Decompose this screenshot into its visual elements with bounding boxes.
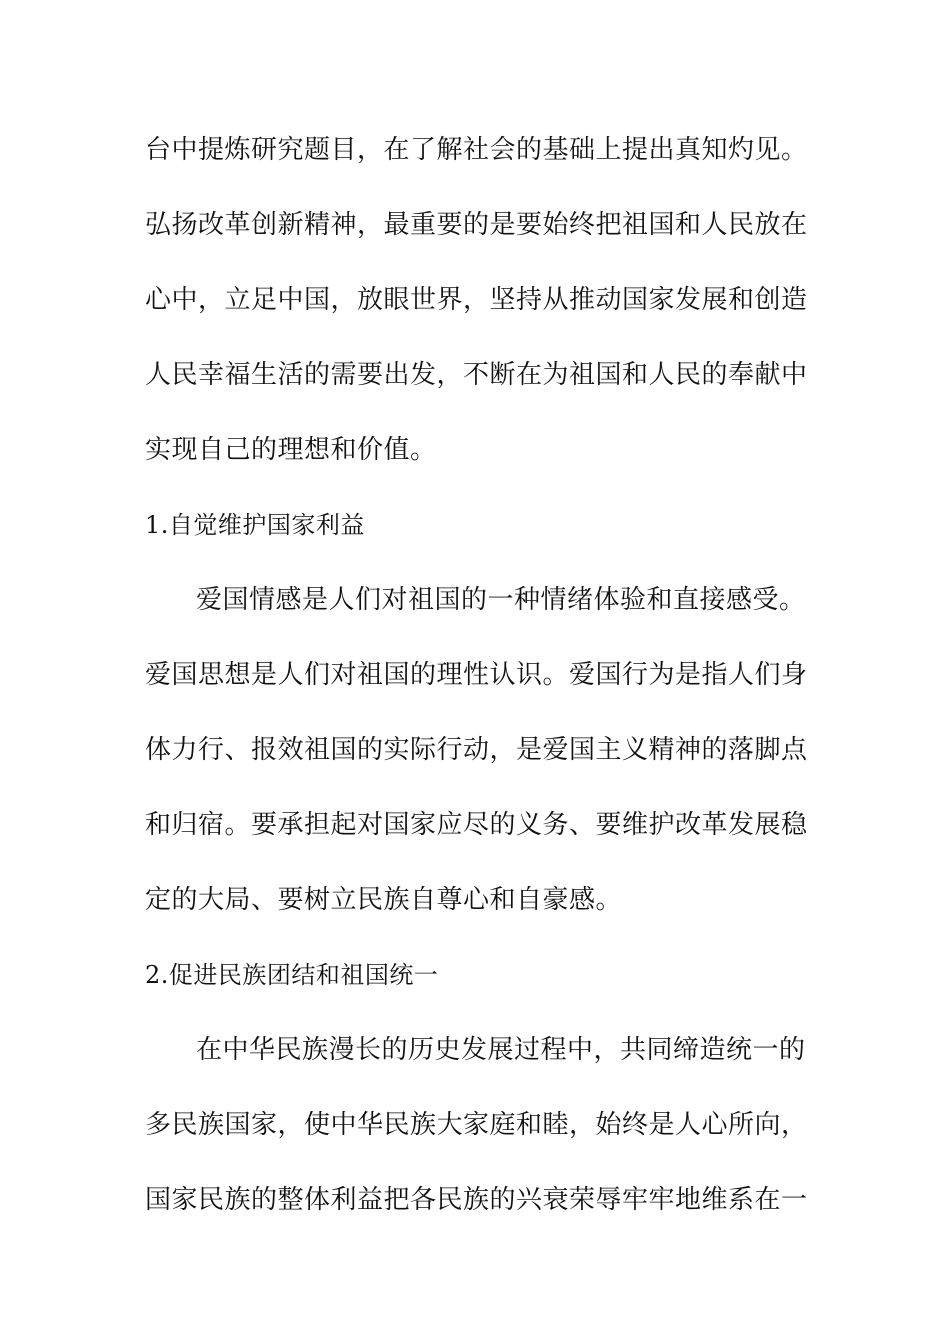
paragraph-line-10: 定的大局、要树立民族自尊心和自豪感。 [145, 885, 623, 915]
section-heading-1: 1.自觉维护国家利益 [145, 511, 365, 539]
paragraph-line-2: 弘扬改革创新精神，最重要的是要始终把祖国和人民放在 [145, 210, 808, 240]
paragraph-line-4: 人民幸福生活的需要出发，不断在为祖国和人民的奉献中 [145, 360, 808, 390]
section-heading-2: 2.促进民族团结和祖国统一 [145, 961, 439, 989]
paragraph-line-7: 爱国思想是人们对祖国的理性认识。爱国行为是指人们身 [145, 660, 808, 690]
paragraph-line-11: 在中华民族漫长的历史发展过程中，共同缔造统一的 [196, 1035, 806, 1065]
paragraph-line-9: 和归宿。要承担起对国家应尽的义务、要维护改革发展稳 [145, 810, 808, 840]
paragraph-line-8: 体力行、报效祖国的实际行动，是爱国主义精神的落脚点 [145, 735, 808, 765]
paragraph-line-5: 实现自己的理想和价值。 [145, 435, 437, 465]
paragraph-line-6: 爱国情感是人们对祖国的一种情绪体验和直接感受。 [196, 585, 806, 615]
paragraph-line-3: 心中，立足中国，放眼世界，坚持从推动国家发展和创造 [145, 285, 808, 315]
paragraph-line-12: 多民族国家，使中华民族大家庭和睦，始终是人心所向， [145, 1110, 808, 1140]
paragraph-line-1: 台中提炼研究题目，在了解社会的基础上提出真知灼见。 [145, 135, 808, 165]
paragraph-line-13: 国家民族的整体利益把各民族的兴衰荣辱牢牢地维系在一 [145, 1185, 808, 1215]
